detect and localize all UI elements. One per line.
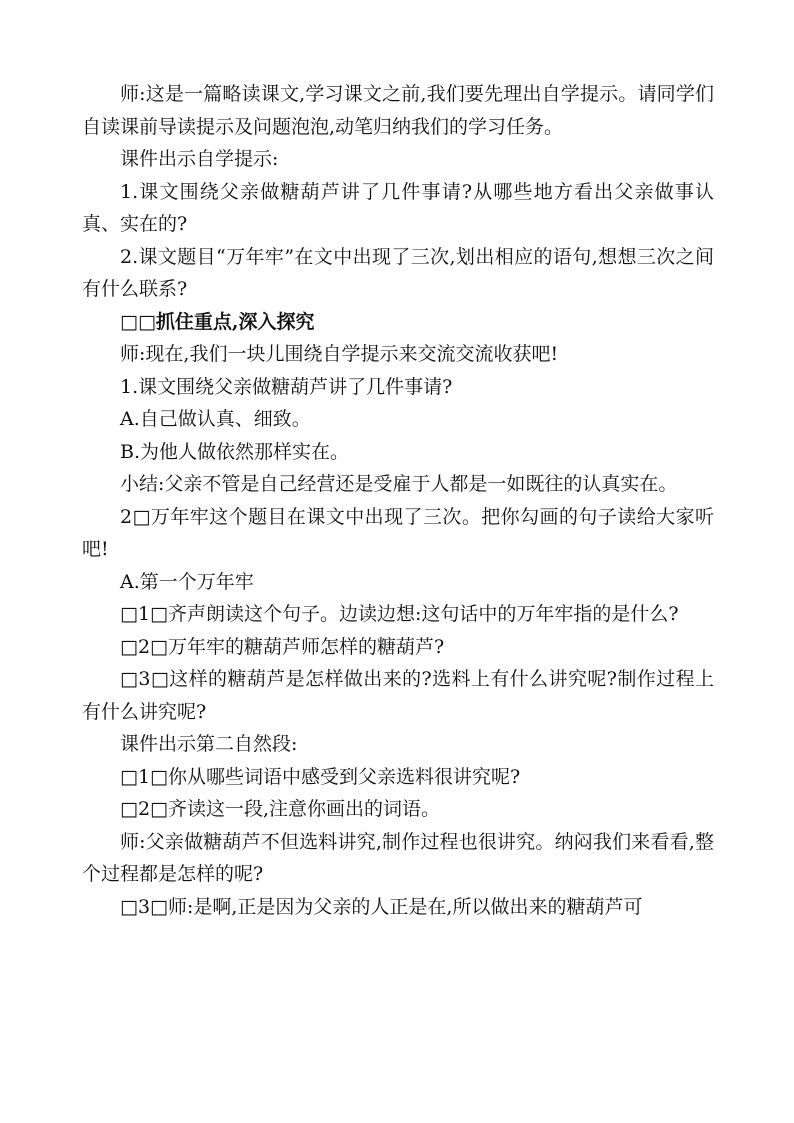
paragraph-question-2-repeat: 2□万年牢这个题目在课文中出现了三次。把你勾画的句子读给大家听吧! <box>82 505 714 560</box>
paragraph-step-3: □3□这样的糖葫芦是怎样做出来的?选料上有什么讲究呢?制作过程上有什么讲究呢? <box>82 668 714 723</box>
paragraph-answer-a: A.自己做认真、细致。 <box>120 408 311 430</box>
document-body <box>82 78 714 923</box>
paragraph-first-wanniánlao: A.第一个万年牢 <box>120 570 254 593</box>
paragraph-question-2: 2.课文题目“万年牢”在文中出现了三次,划出相应的语句,想想三次之间有什么联系? <box>82 245 714 300</box>
paragraph-teacher-process: 师:父亲做糖葫芦不但选料讲究,制作过程也很讲究。纳闷我们来看看,整个过程都是怎样的呢? <box>82 830 714 885</box>
paragraph-answer-b: B.为他人做依然那样实在。 <box>120 440 350 463</box>
paragraph-sub-step-3: □3□师:是啊,正是因为父亲的人正是在,所以做出来的糖葫芦可 <box>120 895 643 918</box>
paragraph-summary: 小结:父亲不管是自己经营还是受雇于人都是一如既往的认真实在。 <box>120 473 678 495</box>
paragraph-sub-step-1: □1□你从哪些词语中感受到父亲选料很讲究呢? <box>120 765 521 788</box>
paragraph-sub-step-2: □2□齐读这一段,注意你画出的词语。 <box>120 798 441 820</box>
paragraph-second-section-heading: 课件出示第二自然段: <box>120 733 298 755</box>
paragraph-question-1: 1.课文围绕父亲做糖葫芦讲了几件事请?从哪些地方看出父亲做事认真、实在的? <box>82 180 714 235</box>
paragraph-teacher-share: 师:现在,我们一块儿围绕自学提示来交流交流收获吧! <box>120 343 559 365</box>
paragraph-step-1-read: □1□齐声朗读这个句子。边读边想:这句话中的万年牢指的是什么? <box>120 603 679 625</box>
paragraph-step-2: □2□万年牢的糖葫芦师怎样的糖葫芦? <box>120 635 445 658</box>
section-heading-focus: □□抓住重点,深入探究 <box>120 310 315 333</box>
paragraph-teacher-intro: 师:这是一篇略读课文,学习课文之前,我们要先理出自学提示。请同学们自读课前导读提示及问题泡泡,动笔归纳我们的学习任务。 <box>82 83 714 138</box>
paragraph-question-1-repeat: 1.课文围绕父亲做糖葫芦讲了几件事请? <box>120 375 453 398</box>
paragraph-self-study-heading: 课件出示自学提示: <box>120 148 279 170</box>
